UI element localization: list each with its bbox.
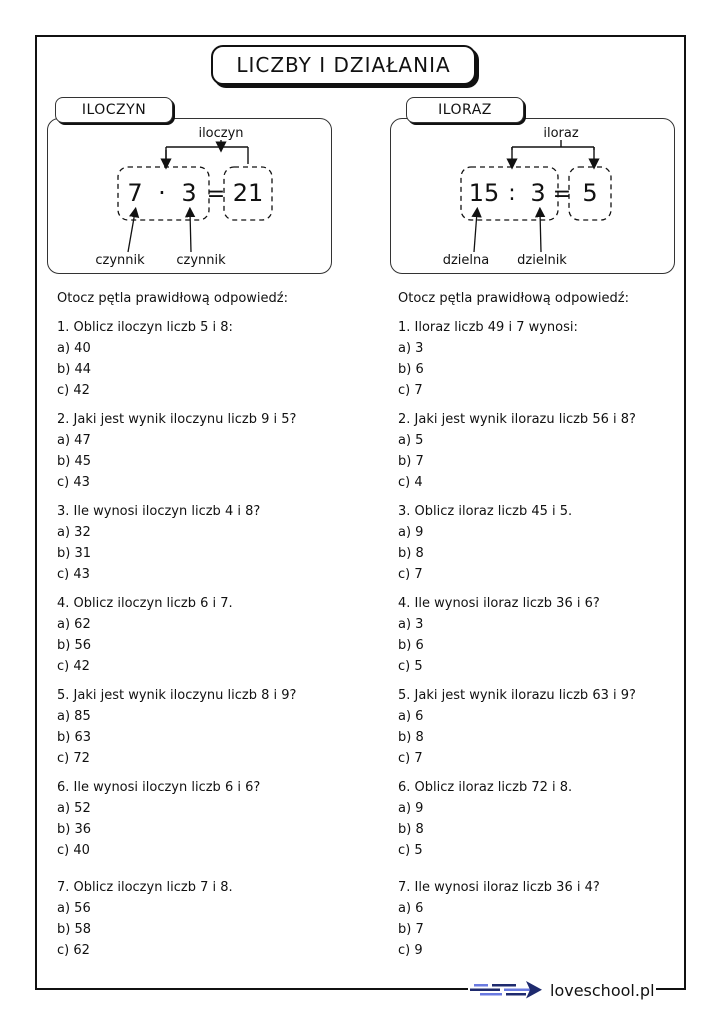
answer-option[interactable]: b) 31 [57,546,91,561]
answer-option[interactable]: b) 36 [57,822,91,837]
question-block [57,877,357,961]
factor-2-arrow [190,212,191,252]
answer-option[interactable]: a) 85 [57,709,91,724]
question-block [398,317,688,401]
answer-option[interactable]: c) 42 [57,659,90,674]
question-block [398,685,688,769]
quotient-label: iloraz [543,126,579,141]
loveschool-logo[interactable] [470,978,656,1002]
answer-option[interactable]: b) 8 [398,730,424,745]
answer-option[interactable]: b) 56 [57,638,91,653]
answer-option[interactable]: c) 9 [398,943,423,958]
question-block [398,777,688,861]
logo-text: loveschool.pl [550,980,655,1000]
dividend-label: dzielna [442,253,490,268]
question-text: 7. Oblicz iloczyn liczb 7 i 8. [57,880,233,895]
divisor-label: dzielnik [517,253,567,268]
answer-option[interactable]: a) 5 [398,433,424,448]
answer-option[interactable]: c) 43 [57,475,90,490]
answer-option[interactable]: c) 4 [398,475,423,490]
answer-option[interactable]: a) 40 [57,341,91,356]
answer-option[interactable]: c) 42 [57,383,90,398]
answer-option[interactable]: a) 3 [398,617,424,632]
factor-1: 7 [127,179,143,207]
divisor-arrow [540,212,541,252]
question-text: 7. Ile wynosi iloraz liczb 36 i 4? [398,880,600,895]
question-block [57,777,357,861]
question-text: 3. Oblicz iloraz liczb 45 i 5. [398,504,573,519]
answer-option[interactable]: c) 7 [398,567,423,582]
product-label: iloczyn [198,126,244,141]
equals-sign: = [206,182,226,207]
answer-option[interactable]: a) 56 [57,901,91,916]
answer-option[interactable]: a) 62 [57,617,91,632]
multiply-operator: · [158,179,166,207]
question-block [57,409,357,493]
question-block [398,409,688,493]
question-text: 6. Ile wynosi iloczyn liczb 6 i 6? [57,780,261,795]
answer-option[interactable]: c) 5 [398,843,423,858]
question-text: 5. Jaki jest wynik ilorazu liczb 63 i 9? [398,688,636,703]
question-block [398,877,688,961]
answer-option[interactable]: a) 3 [398,341,424,356]
factor-1-label: czynnik [95,253,145,268]
diagrams [0,0,724,290]
answer-option[interactable]: b) 6 [398,638,424,653]
frame-bottom-line [35,988,468,990]
answer-option[interactable]: b) 8 [398,546,424,561]
product-value: 21 [232,179,264,207]
dividend-arrow [474,212,477,252]
factor-1-arrow [128,212,135,252]
answer-option[interactable]: a) 9 [398,801,424,816]
answer-option[interactable]: a) 47 [57,433,91,448]
answer-option[interactable]: a) 52 [57,801,91,816]
question-block [398,593,688,677]
factor-2-label: czynnik [176,253,226,268]
answer-option[interactable]: b) 8 [398,822,424,837]
question-block [57,317,357,401]
question-text: 5. Jaki jest wynik iloczynu liczb 8 i 9? [57,688,297,703]
page-title: LICZBY I DZIAŁANIA [211,45,476,85]
arrow-logo-icon [470,980,544,1000]
answer-option[interactable]: c) 62 [57,943,90,958]
answer-option[interactable]: a) 32 [57,525,91,540]
answer-option[interactable]: c) 7 [398,383,423,398]
quotient-value: 5 [582,179,598,207]
bracket-line [166,140,248,164]
dividend: 15 [468,179,500,207]
question-text: 2. Jaki jest wynik iloczynu liczb 9 i 5? [57,412,297,427]
answer-option[interactable]: b) 44 [57,362,91,377]
question-text: 2. Jaki jest wynik ilorazu liczb 56 i 8? [398,412,636,427]
answer-option[interactable]: b) 6 [398,362,424,377]
answer-option[interactable]: b) 7 [398,922,424,937]
answer-option[interactable]: b) 7 [398,454,424,469]
question-block [57,593,357,677]
question-text: 4. Ile wynosi iloraz liczb 36 i 6? [398,596,600,611]
instruction: Otocz pętla prawidłową odpowiedź: [57,291,288,306]
answer-option[interactable]: a) 9 [398,525,424,540]
question-block [57,685,357,769]
frame-bottom-line [656,988,686,990]
answer-option[interactable]: c) 40 [57,843,90,858]
multiplication-questions [57,288,357,969]
divide-operator: : [508,181,516,206]
multiplication-tab: ILOCZYN [55,97,173,123]
division-diagram [443,126,611,268]
multiplication-diagram [95,126,272,268]
question-text: 6. Oblicz iloraz liczb 72 i 8. [398,780,573,795]
divisor: 3 [530,179,546,207]
question-block [57,501,357,585]
factor-2: 3 [181,179,197,207]
question-text: 4. Oblicz iloczyn liczb 6 i 7. [57,596,233,611]
answer-option[interactable]: b) 63 [57,730,91,745]
answer-option[interactable]: c) 5 [398,659,423,674]
division-tab: ILORAZ [406,97,524,123]
equals-sign: = [552,182,572,207]
answer-option[interactable]: c) 72 [57,751,90,766]
question-text: 1. Iloraz liczb 49 i 7 wynosi: [398,320,578,335]
answer-option[interactable]: c) 7 [398,751,423,766]
question-text: 1. Oblicz iloczyn liczb 5 i 8: [57,320,233,335]
question-text: 3. Ile wynosi iloczyn liczb 4 i 8? [57,504,261,519]
question-block [398,501,688,585]
division-questions [398,288,688,969]
answer-option[interactable]: a) 6 [398,709,424,724]
answer-option[interactable]: b) 45 [57,454,91,469]
answer-option[interactable]: a) 6 [398,901,424,916]
answer-option[interactable]: b) 58 [57,922,91,937]
answer-option[interactable]: c) 43 [57,567,90,582]
instruction: Otocz pętla prawidłową odpowiedź: [398,291,629,306]
